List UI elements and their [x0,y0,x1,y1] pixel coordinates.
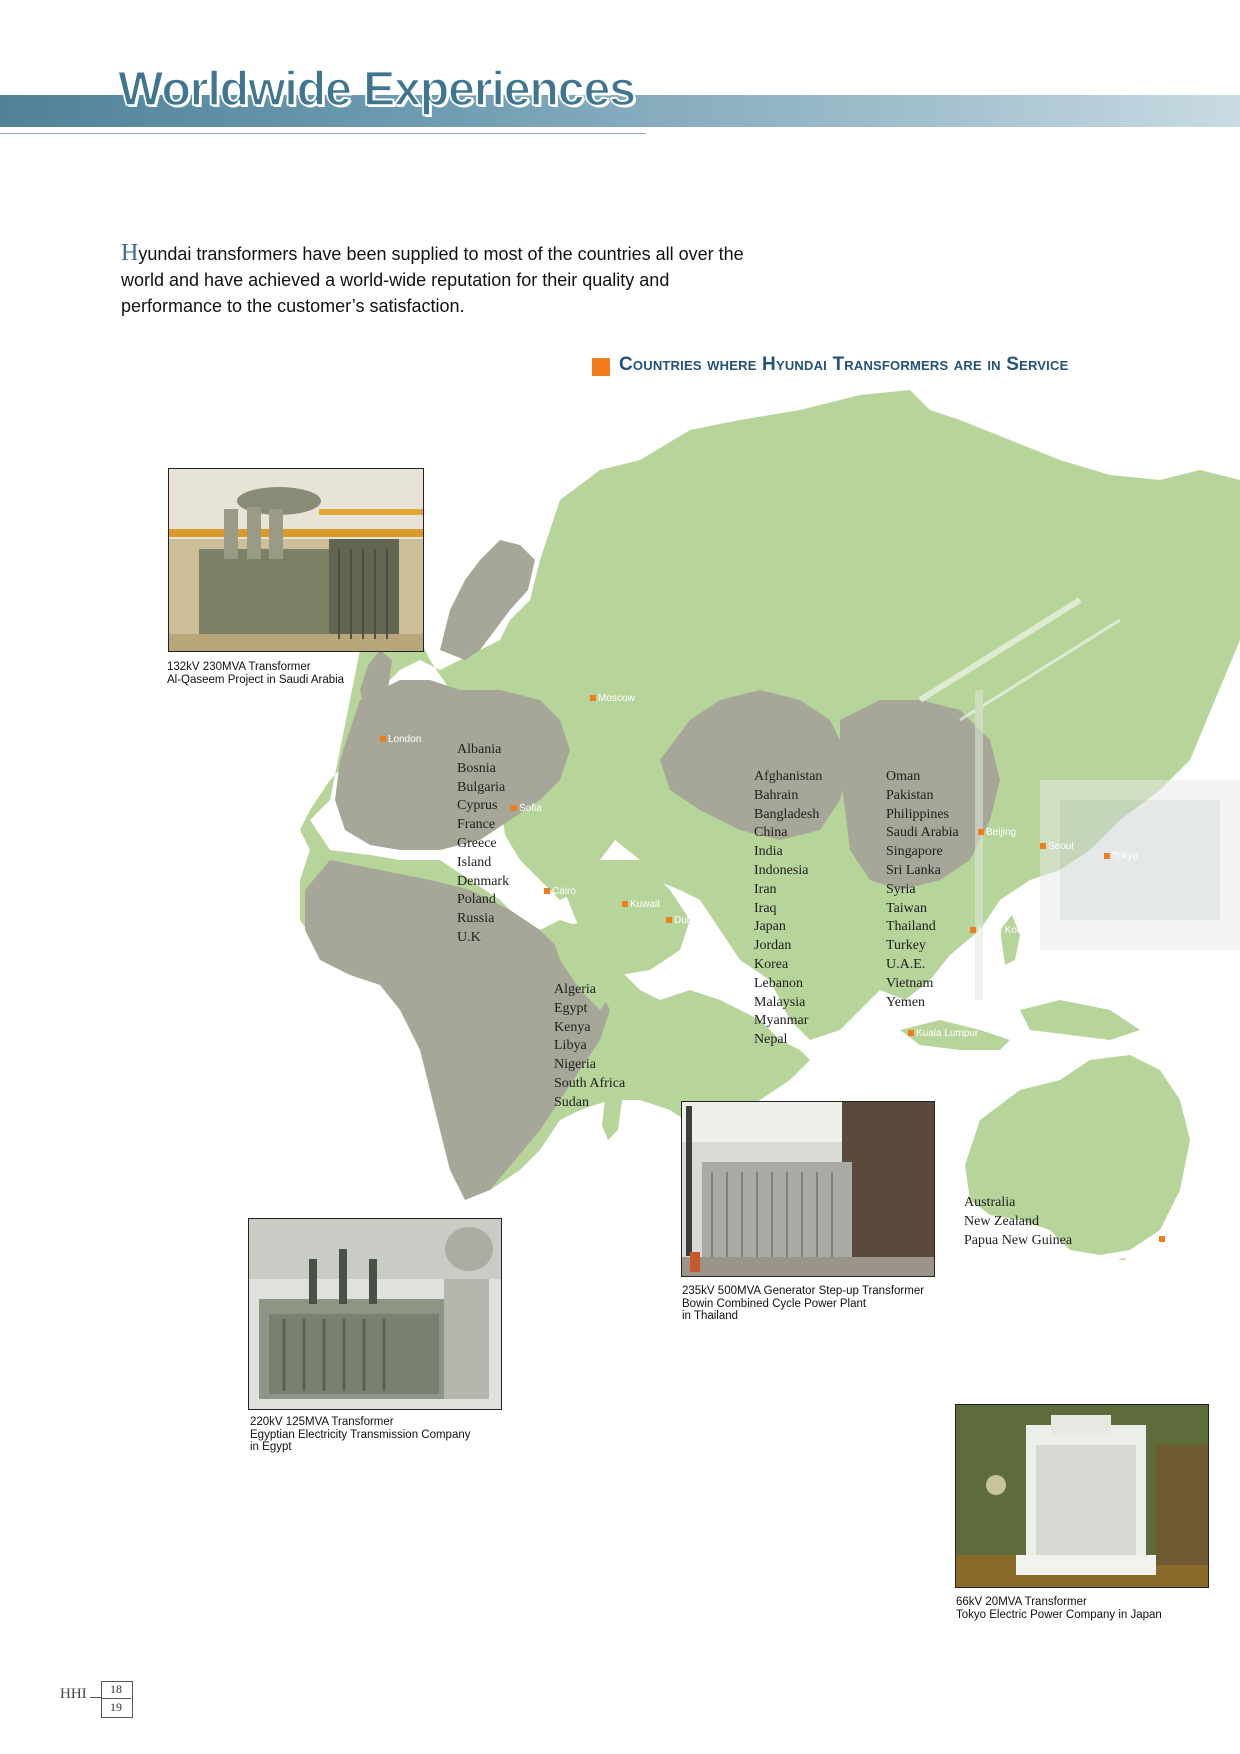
map-tasmania [1110,1258,1128,1260]
city-marker-kuala-lumpur: Kuala Lumpur [908,1028,978,1041]
city-marker-sofia: Sofia [511,803,542,816]
city-dot-icon [1040,843,1046,849]
country-item: New Zealand [964,1213,1040,1229]
caption-japan [956,1596,1162,1621]
section-heading: Countries where Hyundai Transformers are in Service [619,354,1069,375]
caption-line: Al-Qaseem Project in Saudi Arabia [167,673,345,686]
country-item: Australia [964,1195,1016,1210]
city-marker-kuwait: Kuwait [622,899,660,912]
country-item: Pakistan [886,787,934,803]
country-item: South Africa [554,1075,626,1091]
city-marker-hong-kong: Hong Kong [970,925,1028,938]
country-item: Iran [754,881,777,897]
country-item: Nigeria [554,1057,596,1073]
country-item: Oman [886,769,921,784]
country-item: Sri Lanka [886,862,941,878]
intro-paragraph [121,240,761,319]
country-item: India [754,844,783,860]
caption-line: 220kV 125MVA Transformer [250,1416,394,1428]
country-item: Korea [754,956,789,972]
country-item: Myanmar [754,1013,809,1029]
city-dot-icon [908,1030,914,1036]
photo-saudi-transformer [168,468,424,652]
country-item: Yemen [886,994,926,1010]
page-number-right: 19 [110,1700,122,1714]
country-list-asia-1 [754,768,822,1050]
country-item: Papua New Guinea [964,1232,1073,1248]
caption-line: 235kV 500MVA Generator Step-up Transformer [682,1285,925,1297]
city-dot-icon [380,736,386,742]
caption-saudi [167,661,344,686]
country-item: U.K [457,929,481,945]
country-item: Island [457,854,492,870]
photo-japan-transformer [955,1404,1209,1588]
city-dot-icon [978,829,984,835]
country-item: Taiwan [886,900,928,916]
caption-thailand [682,1285,924,1323]
caption-line: 132kV 230MVA Transformer [167,661,311,673]
city-marker-sydney: Sydney [1159,1234,1200,1247]
city-marker-london: London [380,734,421,747]
city-dot-icon [666,917,672,923]
country-item: Bosnia [457,760,496,776]
country-item: Singapore [886,844,943,860]
city-dot-icon [970,927,976,933]
city-dot-icon [511,805,517,811]
country-item: Saudi Arabia [886,825,959,841]
caption-line: Bowin Combined Cycle Power Plant [682,1297,867,1310]
country-item: Thailand [886,919,936,935]
country-item: France [457,817,496,833]
country-item: Syria [886,881,916,897]
country-item: Bahrain [754,787,799,803]
footer-brand: HHI [60,1686,87,1702]
city-marker-tokyo: Tokyo [1104,851,1138,864]
country-item: Bangladesh [754,806,820,822]
country-item: China [754,825,788,841]
caption-line: Egyptian Electricity Transmission Company [250,1428,471,1441]
city-dot-icon [622,901,628,907]
photo-thailand-transformer [681,1101,935,1277]
country-item: Poland [457,892,496,908]
photo-egypt-transformer [248,1218,502,1410]
country-item: Kenya [554,1019,591,1035]
city-marker-seoul: Seoul [1040,841,1074,854]
header-rule [0,133,646,134]
city-dot-icon [590,695,596,701]
caption-line: in Thailand [682,1310,739,1322]
city-marker-moscow: Moscow [590,693,635,706]
country-item: Libya [554,1038,587,1054]
caption-line: Tokyo Electric Power Company in Japan [956,1608,1162,1621]
caption-line: 66kV 20MVA Transformer [956,1596,1087,1608]
city-marker-dubai: Dubai [666,915,700,928]
country-item: Afghanistan [754,769,823,784]
page-title: Worldwide Experiences [118,63,635,116]
country-item: Lebanon [754,975,803,991]
page-number-left: 18 [110,1682,122,1696]
country-item: Jordan [754,938,792,954]
country-item: Turkey [886,938,926,954]
country-item: Bulgaria [457,779,506,795]
country-item: Algeria [554,982,596,997]
country-item: Iraq [754,900,777,916]
country-item: U.A.E. [886,956,926,972]
country-item: Nepal [754,1032,788,1048]
country-list-africa [554,981,625,1113]
country-list-europe [457,741,509,948]
section-marker-square [592,358,610,376]
country-list-asia-2 [886,768,959,1012]
country-item: Denmark [457,873,510,889]
country-item: Sudan [554,1094,589,1110]
country-item: Malaysia [754,994,806,1010]
country-item: Vietnam [886,975,934,991]
city-dot-icon [544,888,550,894]
country-item: Cyprus [457,798,498,814]
map-indonesia-2 [1020,1000,1140,1040]
country-item: Greece [457,835,497,851]
city-dot-icon [1159,1236,1165,1242]
country-item: Russia [457,911,495,927]
country-item: Japan [754,919,786,935]
caption-line: in Egypt [250,1441,292,1453]
country-list-oceania [964,1194,1072,1250]
map-philippines [1000,915,1020,965]
city-dot-icon [1104,853,1110,859]
country-item: Egypt [554,1000,588,1016]
intro-text: yundai transformers have been supplied to most of the countries all over the world and have achieved a world-wide reputation for their quality and performance to the customer’s satisfaction. [121,244,744,316]
caption-egypt [250,1416,471,1454]
city-marker-cairo: Cairo [544,886,576,899]
country-item: Albania [457,742,502,757]
country-item: Philippines [886,806,950,822]
city-marker-beijing: Beijing [978,827,1016,840]
country-item: Indonesia [754,862,809,878]
intro-drop-letter: H [121,240,139,266]
